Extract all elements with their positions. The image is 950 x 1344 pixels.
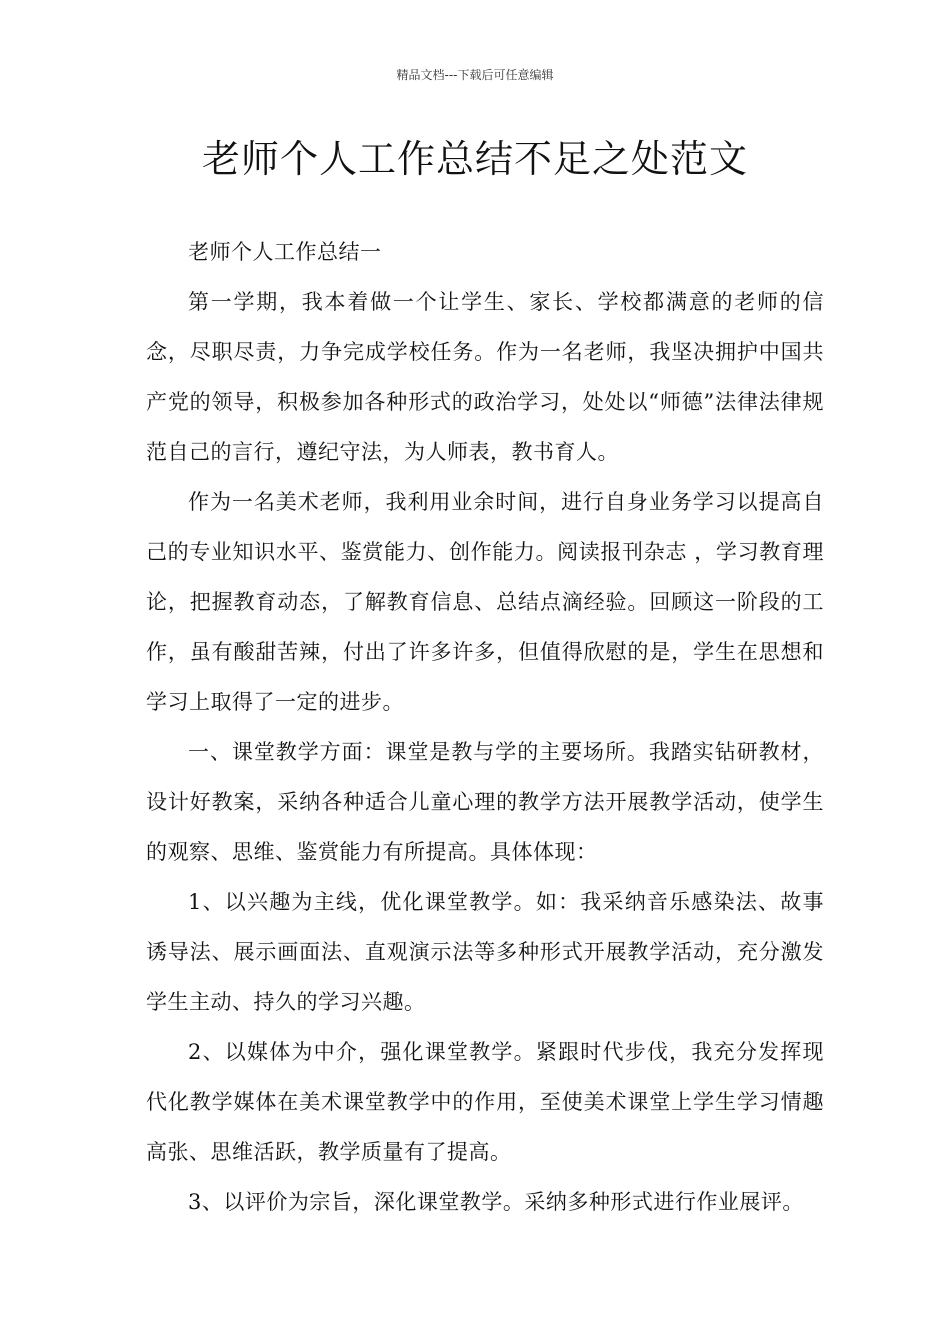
- section-heading: 老师个人工作总结一: [188, 240, 382, 264]
- paragraph: 1、以兴趣为主线，优化课堂教学。如：我采纳音乐感染法、故事诱导法、展示画面法、直观演示法等多种形式开展教学活动，充分激发学生主动、持久的学习兴趣。: [146, 890, 824, 1014]
- paragraph: 2、以媒体为中介，强化课堂教学。紧跟时代步伐，我充分发挥现代化教学媒体在美术课堂教学中的作用，至使美术课堂上学生学习情趣高张、思维活跃，教学质量有了提高。: [146, 1040, 824, 1164]
- paragraph: 一、课堂教学方面：课堂是教与学的主要场所。我踏实钻研教材，设计好教案，采纳各种适合儿童心理的教学方法开展教学活动，使学生的观察、思维、鉴赏能力有所提高。具体体现：: [146, 740, 824, 864]
- paragraph: 第一学期，我本着做一个让学生、家长、学校都满意的老师的信念，尽职尽责，力争完成学校任务。作为一名老师，我坚决拥护中国共产党的领导，积极参加各种形式的政治学习，处处以“师德”法律法律规范自己的言行，遵纪守法，为人师表，教书育人。: [146, 290, 824, 464]
- page-header-note: 精品文档---下载后可任意编辑: [396, 68, 554, 82]
- paragraph: 3、以评价为宗旨，深化课堂教学。采纳多种形式进行作业展评。: [188, 1190, 804, 1214]
- document-title: 老师个人工作总结不足之处范文: [201, 137, 748, 181]
- document-body: [146, 227, 824, 1227]
- paragraph: 作为一名美术老师，我利用业余时间，进行自身业务学习以提高自己的专业知识水平、鉴赏能力、创作能力。阅读报刊杂志 ，学习教育理论，把握教育动态，了解教育信息、总结点滴经验。回顾这一阶段的工作，虽有酸甜苦辣，付出了许多许多，但值得欣慰的是，学生在思想和学习上取得了一定的进步。: [146, 490, 824, 714]
